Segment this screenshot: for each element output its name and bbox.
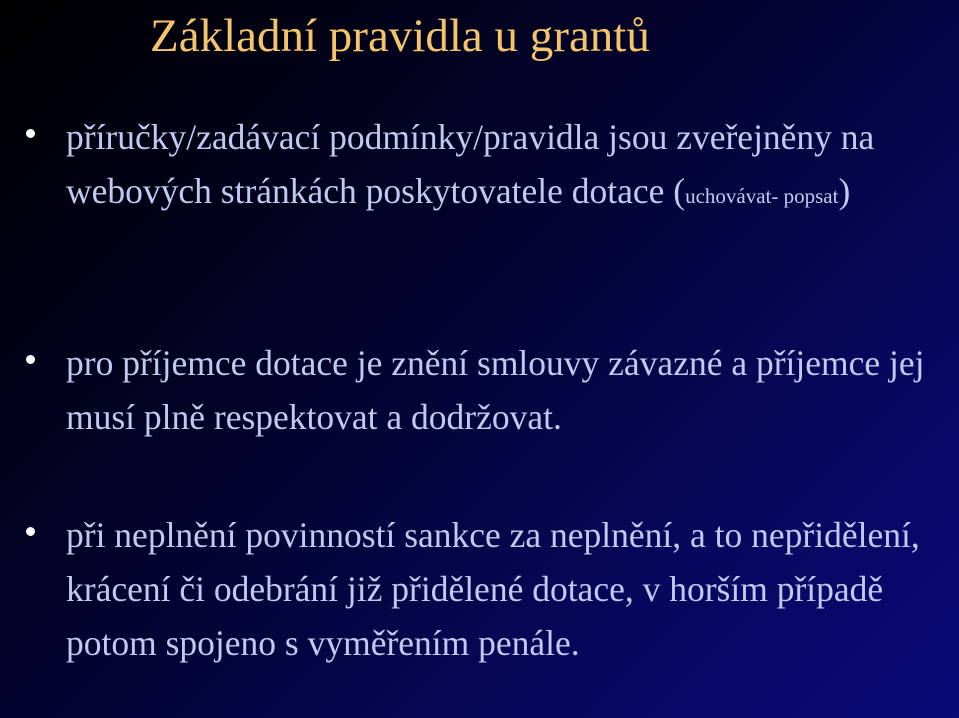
bullet-text-main: příručky/zadávací podmínky/pravidla jsou zveřejněny na webových stránkách poskytovatele dotace (: [66, 117, 875, 211]
bullet-text: při neplnění povinností sankce za neplnění, a to nepřidělení, krácení či odebrání již přidělené dotace, v horším případě potom spojeno s vyměřením penále.: [66, 515, 920, 663]
bullet-text: [66, 110, 926, 223]
bullet-dot-icon: [26, 129, 35, 138]
bullet-text: pro příjemce dotace je znění smlouvy závazné a příjemce jej musí plně respektovat a dodržovat.: [66, 343, 925, 437]
bullet-text-note: uchovávat- popsat: [685, 184, 839, 208]
slide-title: Základní pravidla u grantů: [150, 10, 650, 62]
bullet-text-tail: ): [838, 171, 851, 211]
bullet-dot-icon: [26, 527, 35, 536]
bullet-dot-icon: [26, 355, 35, 364]
